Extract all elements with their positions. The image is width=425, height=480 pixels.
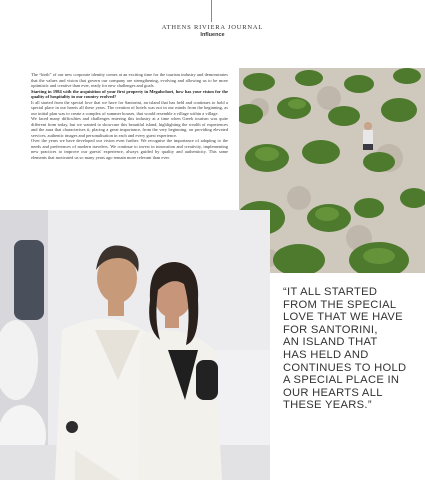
pull-quote-line: A SPECIAL PLACE IN [283,374,400,387]
pull-quote-line: LOVE THAT WE HAVE [283,311,403,324]
article-paragraph: We faced many difficulties and challenges entering this industry at a time when Greek tourism was quite different from today, but we wanted to showcase this beautiful island, highlighting the wealth of experiences and the aura that characterises it, placing a great importance, from the very beginning, on providing elevated services, authentic images and personalisation in each and every guest experience. [31,116,228,138]
pull-quote-line: AN ISLAND THAT [283,336,378,349]
pull-quote [283,286,425,412]
article-paragraph: It all started from the special love that we have for Santorini, an island that has held and continues to hold a special place in our hearts all these years. The creation of hotels was not in our minds from the beginning, as our initial plan was to create a complex of summer houses, that would resemble a village within a village. [31,99,228,116]
article-body [31,72,228,160]
pull-quote-line: OUR HEARTS ALL [283,386,383,399]
publication-name: ATHENS RIVIERA JOURNAL [161,24,264,31]
top-rule [211,0,212,22]
pull-quote-line: THESE YEARS.” [283,399,372,412]
pull-quote-line: HAS HELD AND [283,348,369,361]
interview-question: Starting in 1984 with the acquisition of your first property in Megalochori, how has your vision for the quality of hospitality in our country evolved? [31,88,228,99]
pull-quote-line: FOR SANTORINI, [283,323,378,336]
portrait-photo [0,210,270,480]
section-label: Influence [200,32,225,38]
pull-quote-line: CONTINUES TO HOLD [283,361,407,374]
pull-quote-line: “IT ALL STARTED [283,286,378,298]
masthead [0,24,425,38]
pull-quote-line: FROM THE SPECIAL [283,298,397,311]
portrait-illustration [0,210,270,480]
article-paragraph: The “birth” of our new corporate identity comes at an exciting time for the tourism industry and demonstrates that the values and vision that govern our company are strengthening, evolving and allowing us to be more optimistic and creative than ever, ready for new challenges and goals. [31,72,228,88]
article-paragraph: Over the years we have developed our vision even further. We recognise the importance of adapting to the needs and preferences of modern travelers. We continue to invest in innovation and creativity, implementing new practices to improve our guests' experience, always guided by quality and authenticity. This same elements that motivated us so many years ago remain more relevant than ever. [31,138,228,160]
